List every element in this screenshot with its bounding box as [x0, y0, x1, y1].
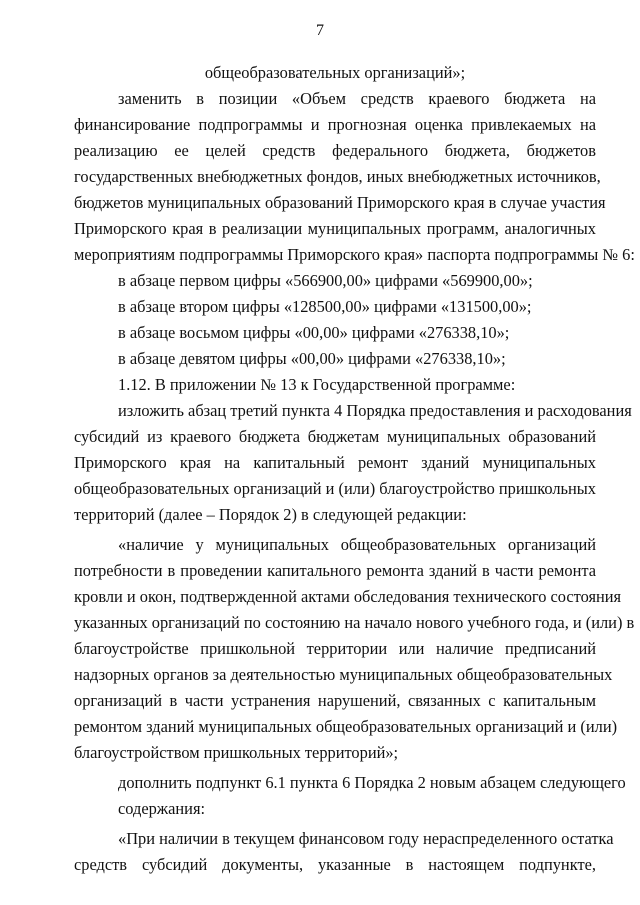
text-line: дополнить подпункт 6.1 пункта 6 Порядка 2 новым абзацем следующего	[118, 773, 626, 792]
text-line: в абзаце втором цифры «128500,00» цифрами «131500,00»;	[118, 297, 532, 316]
text-line: заменить в позиции «Объем средств краевого бюджета на	[118, 89, 596, 108]
text-line: в абзаце первом цифры «566900,00» цифрами «569900,00»;	[118, 271, 533, 290]
text-line: «наличие у муниципальных общеобразовательных организаций	[118, 535, 596, 554]
text-line: «При наличии в текущем финансовом году нераспределенного остатка	[118, 829, 614, 848]
text-line: указанных организаций по состоянию на начало нового учебного года, и (или) в	[74, 613, 635, 632]
text-line: мероприятиям подпрограммы Приморского края» паспорта подпрограммы № 6:	[74, 245, 635, 264]
text-line: 1.12. В приложении № 13 к Государственной программе:	[118, 375, 516, 394]
text-line: Приморского края на капитальный ремонт зданий муниципальных	[74, 453, 596, 472]
text-line: бюджетов муниципальных образований Приморского края в случае участия	[74, 193, 606, 212]
text-line: территорий (далее – Порядок 2) в следующей редакции:	[74, 505, 467, 524]
text-line: организаций в части устранения нарушений, связанных с капитальным	[74, 691, 596, 710]
text-line: кровли и окон, подтвержденной актами обследования технического состояния	[74, 587, 622, 606]
text-line: благоустройстве пришкольной территории или наличие предписаний	[74, 639, 596, 658]
text-line: в абзаце девятом цифры «00,00» цифрами «276338,10»;	[118, 349, 506, 368]
text-line: благоустройством пришкольных территорий»;	[74, 743, 399, 762]
text-line: государственных внебюджетных фондов, иных внебюджетных источников,	[74, 167, 601, 186]
text-line: изложить абзац третий пункта 4 Порядка предоставления и расходования	[118, 401, 632, 420]
text-line: средств субсидий документы, указанные в настоящем подпункте,	[74, 855, 596, 874]
text-line: общеобразовательных организаций»;	[204, 63, 466, 82]
text-line: в абзаце восьмом цифры «00,00» цифрами «276338,10»;	[118, 323, 510, 342]
text-line: надзорных органов за деятельностью муниципальных общеобразовательных	[74, 665, 613, 684]
text-line: потребности в проведении капитального ремонта зданий в части ремонта	[74, 561, 596, 580]
text-line: ремонтом зданий муниципальных общеобразовательных организаций и (или)	[74, 717, 618, 736]
text-line: финансирование подпрограммы и прогнозная оценка привлекаемых на	[74, 115, 596, 134]
text-line: содержания:	[118, 799, 206, 818]
text-line: реализацию ее целей средств федерального бюджета, бюджетов	[74, 141, 596, 160]
page-number: 7	[316, 22, 324, 39]
document-body	[74, 60, 635, 878]
text-line: субсидий из краевого бюджета бюджетам муниципальных образований	[74, 427, 596, 446]
text-line: общеобразовательных организаций и (или) благоустройство пришкольных	[74, 479, 596, 498]
text-line: Приморского края в реализации муниципальных программ, аналогичных	[74, 219, 596, 238]
